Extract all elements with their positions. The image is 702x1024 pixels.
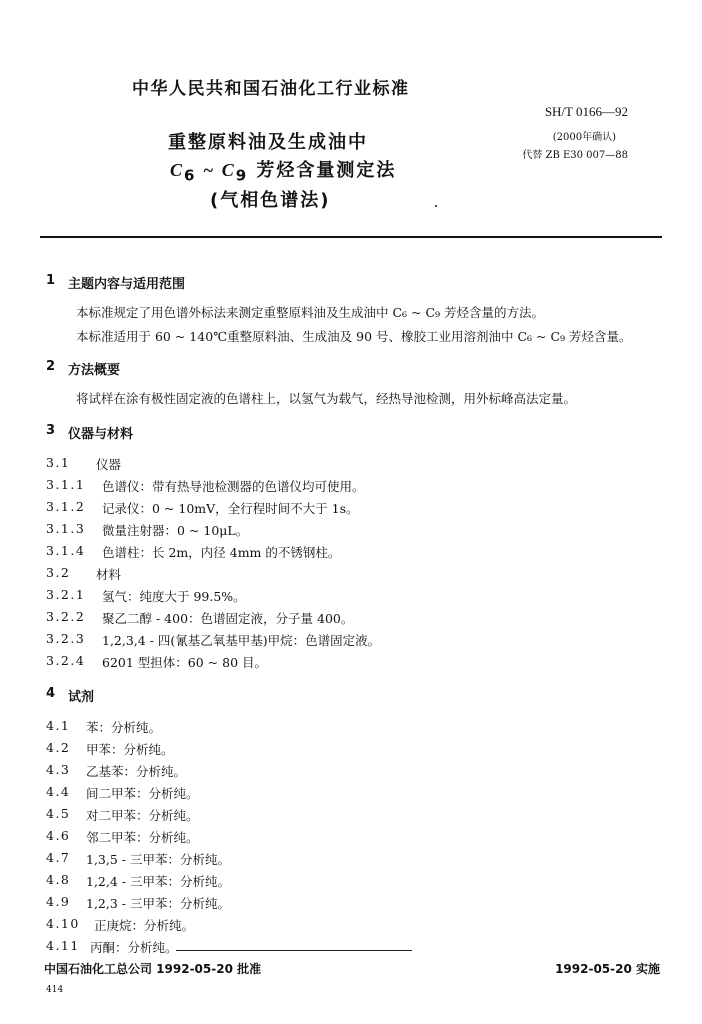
section-1-para-1: 本标准规定了用色谱外标法来测定重整原料油及生成油中 C₆ ~ C₉ 芳烃含量的方法。 [76, 305, 545, 320]
title-line-1: 重整原料油及生成油中 [168, 132, 368, 153]
item-text: 材料 [96, 567, 122, 582]
section-2-title: 方法概要 [68, 363, 121, 378]
item-number: 4.6 [46, 828, 71, 843]
title-tilde-c: ~ C [196, 160, 236, 180]
title-line-3: (气相色谱法) [210, 190, 331, 211]
effective-date: 1992-05-20 实施 [555, 962, 660, 976]
item-text: 记录仪：0 ~ 10mV，全行程时间不大于 1s。 [102, 501, 359, 516]
item-number: 3.1.2 [46, 499, 86, 514]
item-number: 4.2 [46, 740, 71, 755]
item-text: 丙酮：分析纯。 [90, 940, 178, 955]
item-text: 色谱仪：带有热导池检测器的色谱仪均可使用。 [102, 479, 365, 494]
item-text: 苯：分析纯。 [86, 720, 162, 735]
title-line-2 [170, 156, 396, 185]
header-divider [40, 236, 662, 238]
item-number: 3.2.2 [46, 609, 86, 624]
item-text: 间二甲苯：分析纯。 [86, 786, 199, 801]
item-number: 3.1.3 [46, 521, 86, 536]
title-line-2-rest: 芳烃含量测定法 [248, 160, 397, 181]
item-text: 6201 型担体：60 ~ 80 目。 [102, 655, 267, 670]
item-text: 1,3,5 - 三甲苯：分析纯。 [86, 852, 230, 867]
scan-speck [435, 205, 437, 207]
item-text: 1,2,3,4 - 四(氰基乙氧基甲基)甲烷：色谱固定液。 [102, 633, 381, 648]
item-text: 对二甲苯：分析纯。 [86, 808, 199, 823]
footer-divider [176, 950, 412, 951]
item-text: 甲苯：分析纯。 [86, 742, 174, 757]
item-number: 3.1.4 [46, 543, 86, 558]
section-4-number: 4 [46, 686, 56, 701]
replaces-standard: 代替 ZB E30 007—88 [522, 150, 628, 161]
item-number: 4.4 [46, 784, 71, 799]
item-text: 微量注射器：0 ~ 10μL。 [102, 523, 249, 538]
item-number: 4.7 [46, 850, 71, 865]
item-text: 氢气：纯度大于 99.5%。 [102, 589, 246, 604]
section-4-title: 试剂 [68, 690, 95, 705]
section-3-title: 仪器与材料 [68, 427, 134, 442]
item-number: 4.10 [46, 916, 80, 931]
item-text: 邻二甲苯：分析纯。 [86, 830, 199, 845]
item-number: 4.9 [46, 894, 71, 909]
item-number: 3.2.4 [46, 653, 86, 668]
title-sub-6: 6 [184, 166, 197, 185]
section-1-number: 1 [46, 273, 56, 288]
section-2-para-1: 将试样在涂有极性固定液的色谱柱上，以氢气为载气，经热导池检测，用外标峰高法定量。 [76, 391, 577, 406]
item-number: 3.2.3 [46, 631, 86, 646]
item-text: 正庚烷：分析纯。 [94, 918, 195, 933]
title-c-symbol: C [170, 160, 185, 180]
page-number: 414 [46, 985, 64, 995]
item-number: 3.2 [46, 565, 71, 580]
title-sub-9: 9 [235, 166, 249, 185]
section-1-title: 主题内容与适用范围 [68, 277, 186, 292]
item-number: 4.1 [46, 718, 71, 733]
item-text: 1,2,3 - 三甲苯：分析纯。 [86, 896, 230, 911]
item-number: 3.2.1 [46, 587, 86, 602]
item-number: 3.1.1 [46, 477, 86, 492]
item-number: 4.3 [46, 762, 71, 777]
item-text: 色谱柱：长 2m，内径 4mm 的不锈钢柱。 [102, 545, 341, 560]
item-number: 4.8 [46, 872, 71, 887]
item-number: 3.1 [46, 455, 71, 470]
section-2-number: 2 [46, 359, 56, 374]
standard-org-header: 中华人民共和国石油化工行业标准 [132, 79, 410, 99]
section-1-para-2: 本标准适用于 60 ~ 140℃重整原料油、生成油及 90 号、橡胶工业用溶剂油中 C₆ ~ C₉ 芳烃含量。 [76, 329, 632, 344]
item-text: 1,2,4 - 三甲苯：分析纯。 [86, 874, 230, 889]
item-number: 4.11 [46, 938, 80, 953]
section-3-number: 3 [46, 423, 56, 438]
confirm-year: (2000年确认) [552, 132, 616, 143]
standard-code: SH/T 0166—92 [544, 104, 628, 119]
item-text: 聚乙二醇 - 400：色谱固定液，分子量 400。 [102, 611, 354, 626]
item-text: 乙基苯：分析纯。 [86, 764, 187, 779]
item-number: 4.5 [46, 806, 71, 821]
item-text: 仪器 [96, 457, 122, 472]
approval-line: 中国石油化工总公司 1992-05-20 批准 [44, 962, 262, 976]
